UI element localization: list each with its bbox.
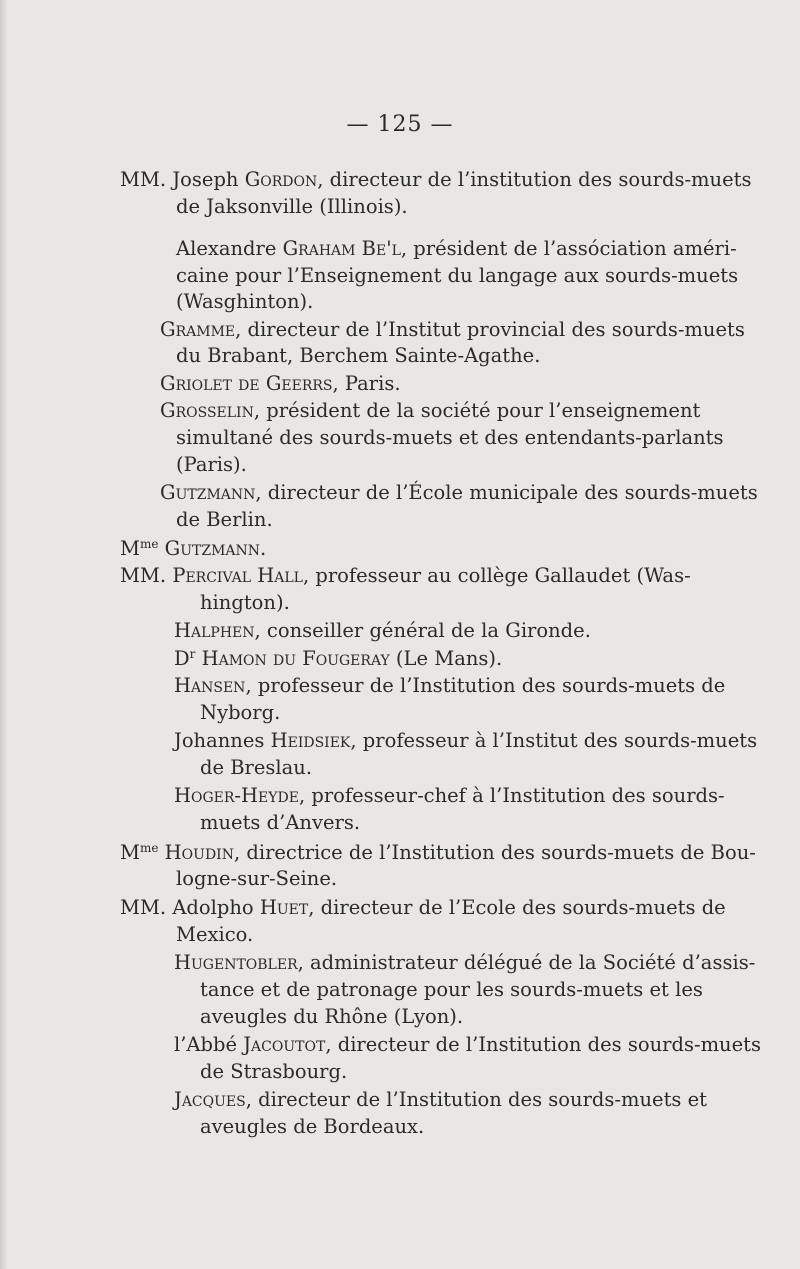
person-name: Jacques (174, 1088, 246, 1111)
person-name: Hamon du Fougeray (201, 647, 390, 670)
entry-hamon: $D^r$ Hamon du Fougeray (Le Mans). (174, 647, 503, 670)
entry-hoger-heyde-line2: muets d’Anvers. (200, 811, 361, 834)
entry-gordon-line2: de Jaksonville (Illinois). (176, 195, 408, 218)
entry-jacques-line2: aveugles de Bordeaux. (200, 1115, 425, 1138)
person-name: Hansen (174, 674, 246, 697)
entry-gramme-line1: Gramme, directeur de l’Institut provincial des sourds-muets (160, 318, 745, 341)
entry-griolet-line1: Griolet de Geerrs, Paris. (160, 372, 401, 395)
entry-mme-gutzmann: $M^{me}$ Gutzmann. (120, 537, 267, 560)
entry-hall-line2: hington). (200, 591, 290, 614)
person-name: Jacoutot (243, 1033, 326, 1056)
person-name: Gramme (160, 318, 236, 341)
entry-prefix: MM. (120, 168, 167, 191)
entry-hall-line1: MM. Percival Hall, professeur au collège Gallaudet (Was- (120, 564, 691, 587)
person-name: Grosselin (160, 399, 254, 422)
entry-jacoutot-line2: de Strasbourg. (200, 1060, 348, 1083)
entry-hugentobler-line2: tance et de patronage pour les sourds-muets et les (200, 978, 703, 1001)
person-name: Heidsiek (270, 729, 351, 752)
entry-grosselin-line2: simultané des sourds-muets et des entendants-parlants (176, 426, 724, 449)
person-name: Houdin (164, 841, 234, 864)
entry-grosselin-line3: (Paris). (176, 453, 247, 476)
entry-hansen-line1: Hansen, professeur de l’Institution des sourds-muets de (174, 674, 726, 697)
entry-hugentobler-line1: Hugentobler, administrateur délégué de la Société d’assis- (174, 951, 756, 974)
entry-graham-bell-line3: (Wasghinton). (176, 290, 314, 313)
entry-hugentobler-line3: aveugles du Rhône (Lyon). (200, 1005, 464, 1028)
entry-jacoutot-line1: l’Abbé Jacoutot, directeur de l’Institution des sourds-muets (174, 1033, 761, 1056)
entry-gutzmann-line1: Gutzmann, directeur de l’École municipale des sourds-muets (160, 481, 758, 504)
entry-grosselin-line1: Grosselin, président de la société pour l’enseignement (160, 399, 701, 422)
entry-jacques-line1: Jacques, directeur de l’Institution des sourds-muets et (174, 1088, 707, 1111)
entry-halphen: Halphen, conseiller général de la Gironde. (174, 619, 591, 642)
entry-hoger-heyde-line1: Hoger-Heyde, professeur-chef à l’Institution des sourds- (174, 784, 725, 807)
page-number: — 125 — (346, 112, 454, 137)
person-name: Percival Hall (172, 564, 303, 587)
entry-houdin-line1: $M^{me}$ Houdin, directrice de l’Institution des sourds-muets de Bou- (120, 841, 756, 864)
entry-heidsiek-line2: de Breslau. (200, 756, 313, 779)
entry-heidsiek-line1: Johannes Heidsiek, professeur à l’Institut des sourds-muets (174, 729, 758, 752)
person-name: Griolet de Geerrs (160, 372, 333, 395)
entry-graham-bell-line2: caine pour l’Enseignement du langage aux sourds-muets (176, 264, 739, 287)
entry-houdin-line2: logne-sur-Seine. (176, 867, 338, 890)
entry-gramme-line2: du Brabant, Berchem Sainte-Agathe. (176, 344, 541, 367)
entry-gordon-line1: MM. Joseph Gordon, directeur de l’institution des sourds-muets (120, 168, 752, 191)
entry-huet-line1: MM. Adolpho Huet, directeur de l’Ecole des sourds-muets de (120, 896, 726, 919)
entry-huet-line2: Mexico. (176, 923, 254, 946)
person-name: Graham Be (282, 237, 387, 260)
page-edge-shadow (0, 0, 8, 1269)
entry-gutzmann-line2: de Berlin. (176, 508, 273, 531)
person-name: Halphen (174, 619, 255, 642)
person-name: Gutzmann (164, 537, 261, 560)
person-name: Huet (259, 896, 309, 919)
person-name: Hugentobler (174, 951, 298, 974)
person-name: Hoger-Heyde (174, 784, 299, 807)
person-name: Gutzmann (160, 481, 256, 504)
entry-hansen-line2: Nyborg. (200, 701, 281, 724)
entry-graham-bell-line1: Alexandre Graham Be'l, président de l’assóciation améri- (176, 237, 737, 260)
person-name: Gordon (244, 168, 318, 191)
